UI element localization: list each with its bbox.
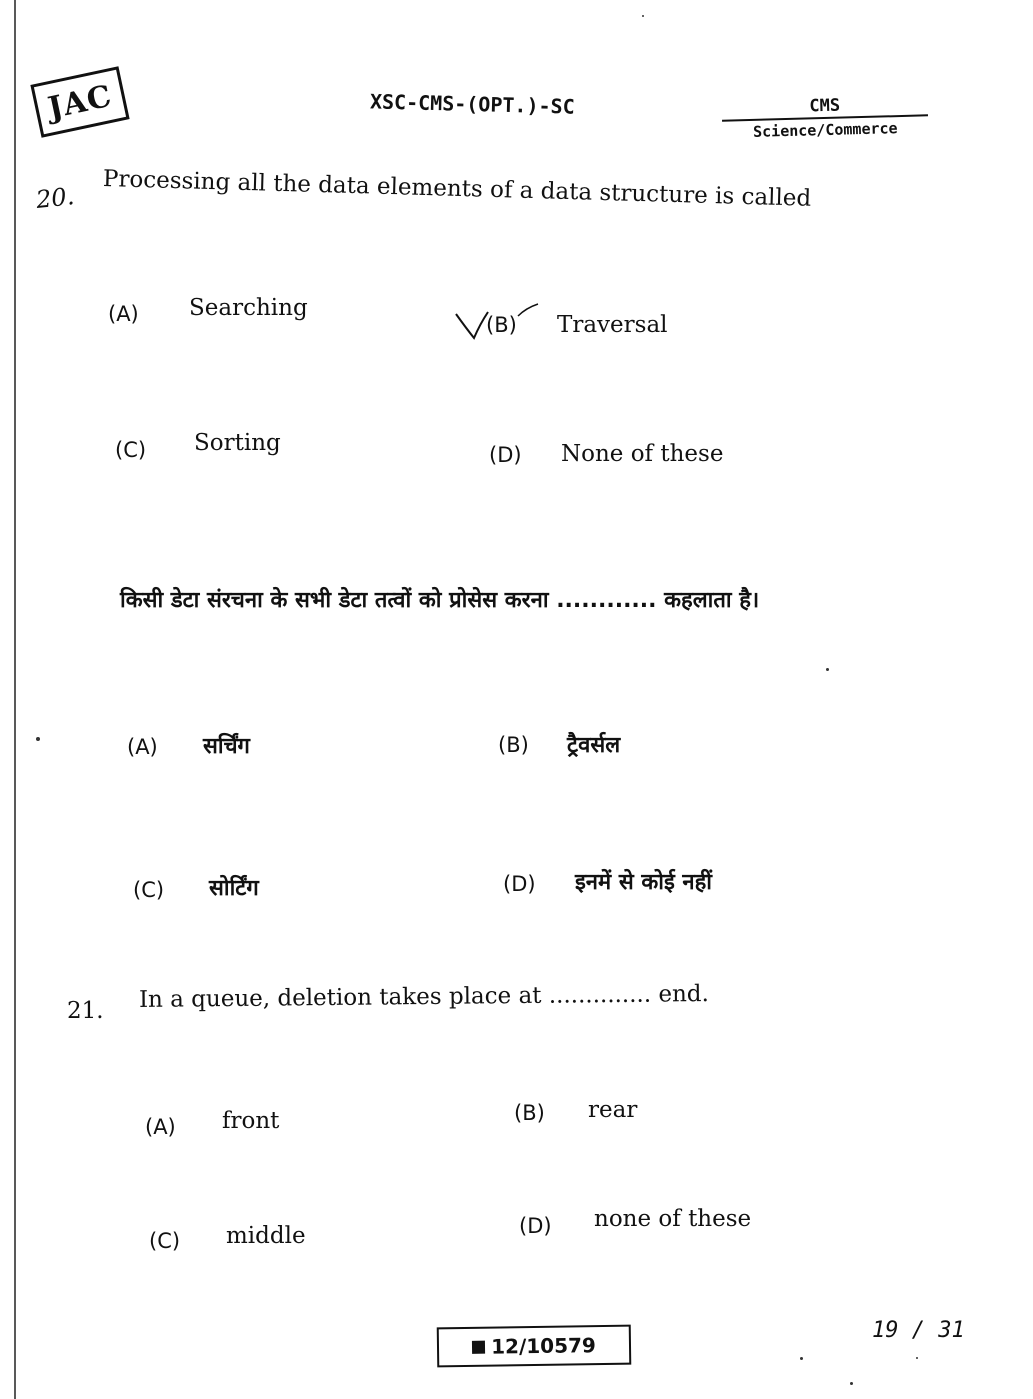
scan-speck <box>826 668 829 671</box>
question-text: In a queue, deletion takes place at .............. end. <box>138 981 710 1013</box>
option-text: Searching <box>189 295 308 321</box>
scan-speck <box>642 15 644 17</box>
question-text: Processing all the data elements of a data structure is called <box>102 166 812 212</box>
question-number: 20. <box>34 182 76 214</box>
option-label: (A) <box>145 1115 176 1139</box>
option-text: none of these <box>594 1206 752 1232</box>
option-text: None of these <box>561 441 724 467</box>
subject-stream: Science/Commerce <box>752 119 898 141</box>
question-number: 21. <box>67 998 104 1024</box>
scan-speck <box>36 737 40 741</box>
option-label: (C) <box>133 878 165 902</box>
option-label: (B) <box>514 1101 545 1125</box>
paper-code: XSC-CMS-(OPT.)-SC <box>369 89 575 119</box>
option-text: Traversal <box>557 312 668 338</box>
option-label: (A) <box>108 302 139 326</box>
option-label: (C) <box>115 438 147 462</box>
booklet-code: 12/10579 <box>490 1333 597 1359</box>
option-label: (D) <box>503 872 536 896</box>
page-number: 19 / 31 <box>872 1318 965 1343</box>
option-label: (D) <box>489 443 522 467</box>
option-label: (B) <box>498 733 529 757</box>
option-text: rear <box>588 1097 638 1123</box>
scan-speck <box>850 1382 853 1385</box>
jac-stamp <box>30 66 129 138</box>
option-label: (C) <box>149 1229 181 1253</box>
option-text-hindi: इनमें से कोई नहीं <box>575 870 713 895</box>
booklet-code-box <box>437 1325 632 1368</box>
option-text-hindi: सर्चिंग <box>203 734 250 759</box>
subject-block <box>721 93 928 141</box>
option-text: Sorting <box>194 430 281 456</box>
option-label: (D) <box>519 1214 552 1238</box>
question-text-hindi: किसी डेटा संरचना के सभी डेटा तत्वों को प्रोसेस करना ............ कहलाता है। <box>120 588 760 613</box>
binding-line <box>14 0 16 1399</box>
option-label: (B) <box>486 313 517 337</box>
option-text-hindi: ट्रैवर्सल <box>567 733 621 758</box>
subject-code: CMS <box>809 95 841 117</box>
option-text: middle <box>226 1223 306 1249</box>
option-text: front <box>222 1108 280 1134</box>
option-text-hindi: सोर्टिंग <box>209 876 259 901</box>
option-label: (A) <box>127 735 158 759</box>
jac-stamp-text: JAC <box>44 78 116 126</box>
scan-speck <box>916 1357 918 1359</box>
square-bullet-icon <box>472 1340 485 1353</box>
scan-speck <box>800 1357 803 1360</box>
